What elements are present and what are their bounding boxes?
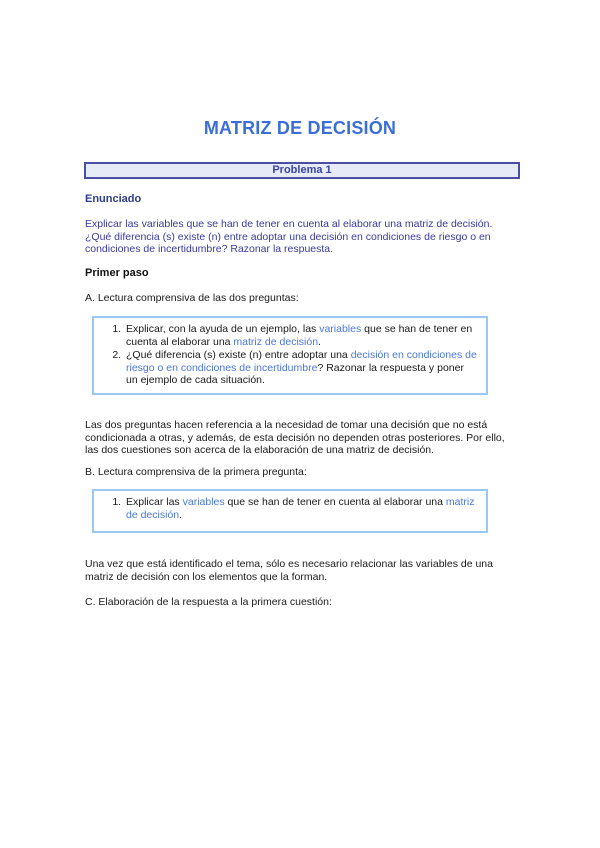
first-question-box: [92, 489, 488, 533]
question-2-text-end: ? Razonar la respuesta y poner un ejemplo de cada situación.: [126, 361, 464, 386]
first-question-text-middle: que se han de tener en cuenta al elaborar una: [224, 496, 446, 508]
decision-riesgo-incertidumbre-link[interactable]: decisión en condiciones de riesgo o en condiciones de incertidumbre: [126, 349, 477, 374]
matriz-decision-link-2[interactable]: matriz de decisión: [126, 496, 475, 521]
identification-paragraph: Una vez que está identificado el tema, sólo es necesario relacionar las variables de una matriz de decisión con los elementos que la forman.: [85, 558, 493, 583]
question-1-text-end: .: [318, 335, 321, 348]
question-1-text-start: Explicar, con la ayuda de un ejemplo, las: [126, 323, 320, 335]
variables-link-2[interactable]: variables: [182, 496, 225, 508]
step-c-text: C. Elaboración de la respuesta a la primera cuestión:: [85, 596, 332, 608]
enunciado-text: Explicar las variables que se han de tener en cuenta al elaborar una matriz de decisión. ¿Qué diferencia (s) existe (n) entre adoptar una decisión en condiciones de riesgo o en condiciones de incertidumbre? Razonar la respuesta.: [85, 218, 493, 255]
page-title: MATRIZ DE DECISIÓN: [203, 118, 397, 138]
first-question-item: [124, 496, 478, 521]
first-question-list: [102, 496, 478, 521]
variables-link[interactable]: variables: [319, 323, 362, 335]
step-a-text: A. Lectura comprensiva de las dos preguntas:: [85, 292, 299, 304]
analysis-paragraph: Las dos preguntas hacen referencia a la necesidad de tomar una decisión que no está condicionada a otras, y además, de esta decisión no dependen otras posteriores. Por ello, las dos cuestiones son acerca de la elaboración de una matriz de decisión.: [85, 419, 505, 456]
problem-label: Problema 1: [272, 164, 332, 176]
question-item-1: [124, 323, 478, 348]
question-2-text-start: ¿Qué diferencia (s) existe (n) entre adoptar una: [126, 349, 351, 361]
question-1-text-middle: que se han de tener en cuenta al elaborar una: [126, 323, 473, 348]
question-item-2: [124, 349, 478, 387]
first-question-text-start: Explicar las: [126, 496, 183, 508]
primer-paso-heading: Primer paso: [85, 267, 149, 279]
problem-header-bar: [84, 162, 520, 179]
step-b-text: B. Lectura comprensiva de la primera pregunta:: [85, 466, 307, 478]
questions-box: [92, 316, 488, 395]
first-question-text-end: .: [179, 508, 183, 521]
enunciado-heading: Enunciado: [85, 193, 142, 205]
questions-list: [102, 323, 478, 387]
matriz-decision-link[interactable]: matriz de decisión: [233, 335, 319, 348]
